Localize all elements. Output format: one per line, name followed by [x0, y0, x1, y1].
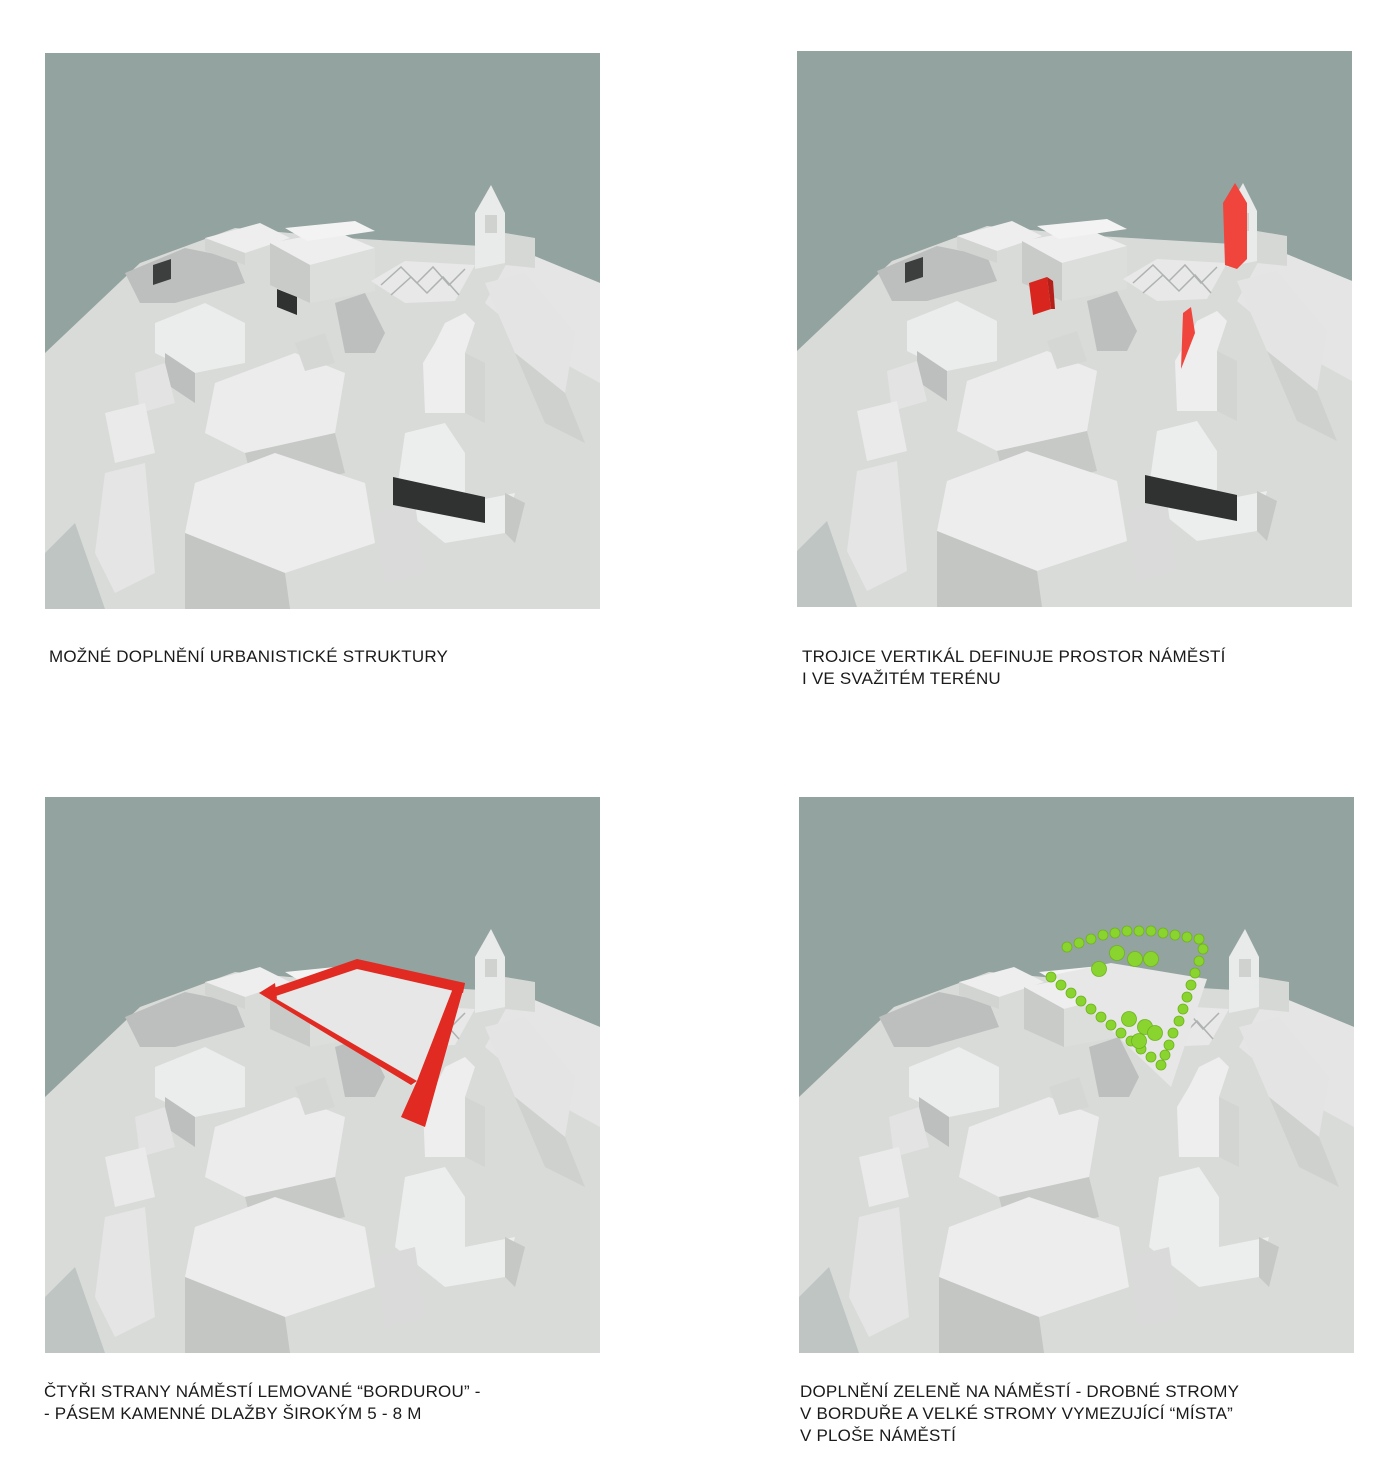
- small-tree-29: [1174, 1016, 1184, 1026]
- small-tree-33: [1156, 1060, 1166, 1070]
- small-tree-28: [1178, 1004, 1188, 1014]
- small-tree-14: [1066, 988, 1076, 998]
- caption-4-line-2: V BORDUŘE A VELKÉ STROMY VYMEZUJÍCÍ “MÍSTA”: [800, 1404, 1234, 1423]
- small-tree-0: [1062, 942, 1072, 952]
- caption-1: [49, 646, 448, 668]
- small-tree-12: [1046, 972, 1056, 982]
- small-tree-8: [1158, 928, 1168, 938]
- caption-4-line-3: V PLOŠE NÁMĚSTÍ: [800, 1426, 957, 1445]
- caption-4-line-1: DOPLNĚNÍ ZELENĚ NA NÁMĚSTÍ - DROBNÉ STROMY: [800, 1382, 1240, 1401]
- small-tree-3: [1098, 930, 1108, 940]
- small-tree-30: [1168, 1028, 1178, 1038]
- small-tree-16: [1086, 1004, 1096, 1014]
- small-tree-17: [1096, 1012, 1106, 1022]
- small-tree-22: [1146, 1052, 1156, 1062]
- model-illustration-3: [45, 797, 600, 1353]
- caption-3-line-2: - PÁSEM KAMENNÉ DLAŽBY ŠIROKÝM 5 - 8 M: [44, 1404, 422, 1423]
- model-panel-existing: [45, 53, 600, 609]
- small-tree-27: [1182, 992, 1192, 1002]
- caption-2-line-2: I VE SVAŽITÉM TERÉNU: [802, 669, 1001, 688]
- large-tree-4: [1122, 1012, 1137, 1027]
- model-panel-verticals: [797, 51, 1352, 607]
- small-tree-26: [1186, 980, 1196, 990]
- city-base: [797, 183, 1352, 607]
- large-tree-7: [1132, 1034, 1147, 1049]
- large-tree-2: [1144, 952, 1159, 967]
- small-tree-5: [1122, 926, 1132, 936]
- small-tree-10: [1182, 932, 1192, 942]
- large-tree-0: [1110, 946, 1125, 961]
- small-tree-15: [1076, 996, 1086, 1006]
- small-tree-7: [1146, 926, 1156, 936]
- small-tree-1: [1074, 938, 1084, 948]
- small-tree-2: [1086, 934, 1096, 944]
- small-tree-4: [1110, 928, 1120, 938]
- small-tree-25: [1190, 968, 1200, 978]
- model-panel-border: [45, 797, 600, 1353]
- small-tree-9: [1170, 930, 1180, 940]
- caption-3: [44, 1381, 481, 1425]
- small-tree-23: [1198, 944, 1208, 954]
- small-tree-18: [1106, 1020, 1116, 1030]
- model-illustration-2: [797, 51, 1352, 607]
- small-tree-19: [1116, 1028, 1126, 1038]
- model-illustration-4: [799, 797, 1354, 1353]
- small-tree-32: [1160, 1050, 1170, 1060]
- caption-3-line-1: ČTYŘI STRANY NÁMĚSTÍ LEMOVANÉ “BORDUROU” -: [44, 1382, 481, 1401]
- caption-2: [802, 646, 1226, 690]
- model-panel-trees: [799, 797, 1354, 1353]
- small-tree-13: [1056, 980, 1066, 990]
- caption-1-line-1: MOŽNÉ DOPLNĚNÍ URBANISTICKÉ STRUKTURY: [49, 647, 449, 666]
- small-tree-31: [1164, 1040, 1174, 1050]
- large-tree-1: [1128, 952, 1143, 967]
- large-tree-3: [1092, 962, 1107, 977]
- small-tree-6: [1134, 926, 1144, 936]
- model-illustration-1: [45, 53, 600, 609]
- caption-2-line-1: TROJICE VERTIKÁL DEFINUJE PROSTOR NÁMĚSTÍ: [802, 647, 1226, 666]
- caption-4: [800, 1381, 1239, 1447]
- large-tree-6: [1148, 1026, 1163, 1041]
- small-tree-24: [1194, 956, 1204, 966]
- city-base: [45, 185, 600, 609]
- small-tree-11: [1194, 934, 1204, 944]
